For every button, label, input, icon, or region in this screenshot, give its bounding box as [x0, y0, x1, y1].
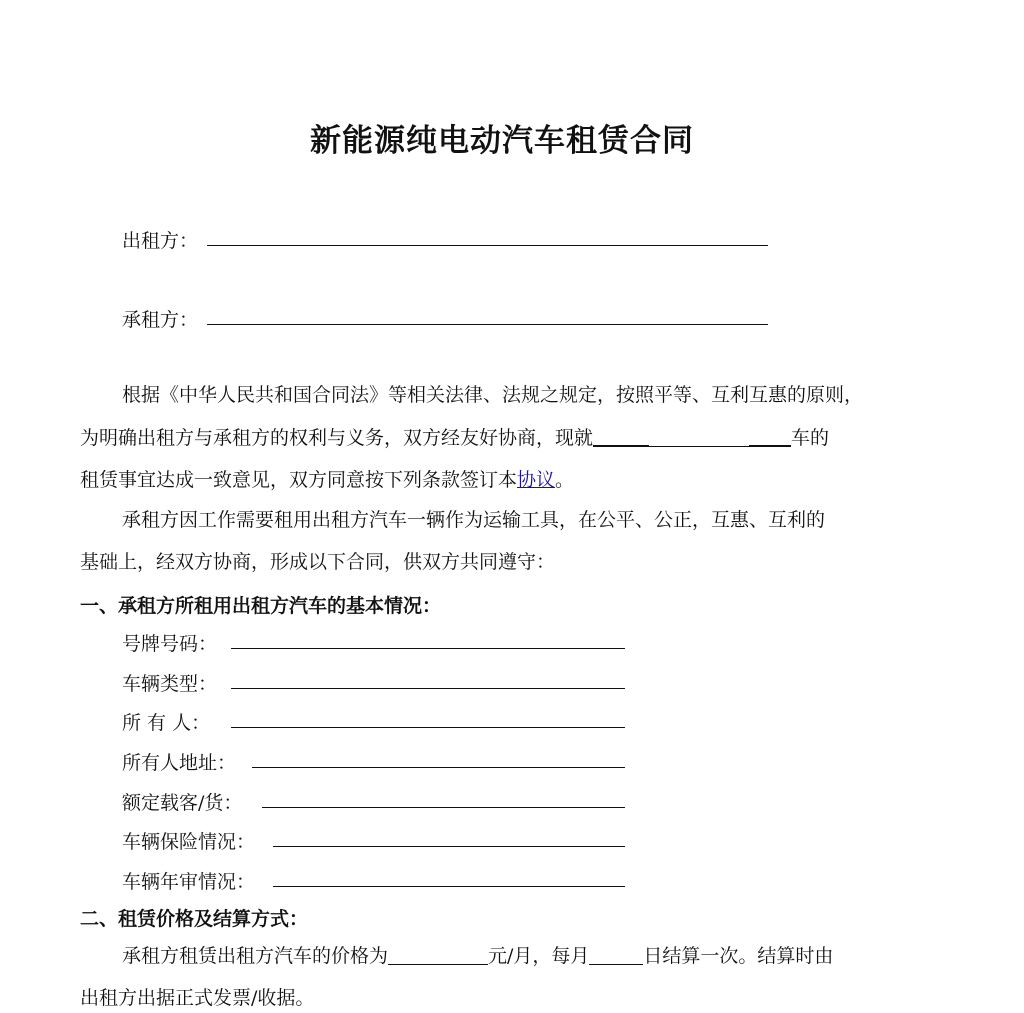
preamble-line-2-text: 为明确出租方与承租方的权利与义务，双方经友好协商，现就 [80, 427, 594, 449]
field-row-owner [122, 708, 210, 735]
section-2-heading: 二、租赁价格及结算方式： [80, 908, 309, 930]
vehicle-type-field[interactable] [231, 668, 625, 689]
price-line [122, 944, 833, 968]
preamble-line-3-text: 租赁事宜达成一致意见，双方同意按下列条款签订本 [80, 469, 518, 491]
car-model-blank-c[interactable] [749, 427, 791, 447]
field-label-owner-address: 所有人地址： [122, 752, 237, 774]
car-model-blank-a[interactable] [593, 427, 649, 447]
field-label-plate: 号牌号码： [122, 633, 218, 655]
section-1-heading: 一、承租方所租用出租方汽车的基本情况： [80, 595, 442, 617]
field-row-insurance [122, 827, 255, 854]
field-label-inspection: 车辆年审情况： [122, 871, 256, 893]
monthly-price-blank[interactable] [388, 946, 488, 965]
field-label-capacity: 额定载客/货： [122, 792, 243, 814]
price-line-text-a: 承租方租赁出租方汽车的价格为 [122, 945, 389, 967]
owner-address-field[interactable] [252, 747, 625, 768]
invoice-line: 出租方出据正式发票/收据。 [80, 987, 315, 1009]
document-title: 新能源纯电动汽车租赁合同 [310, 123, 694, 159]
car-model-blank-b[interactable] [649, 428, 749, 447]
insurance-field[interactable] [273, 826, 625, 847]
lessor-field[interactable] [207, 225, 768, 246]
preamble-line-2-tail: 车的 [791, 427, 830, 449]
preamble-line-4: 承租方因工作需要租用出租方汽车一辆作为运输工具，在公平、公正，互惠、互利的 [122, 509, 826, 531]
field-row-type [122, 669, 217, 696]
price-line-text-b: 元/月，每月 [488, 945, 590, 967]
field-label-type: 车辆类型： [122, 673, 218, 695]
preamble-line-5: 基础上，经双方协商，形成以下合同，供双方共同遵守： [80, 551, 556, 573]
preamble-line-3-tail: 。 [555, 469, 575, 491]
lessee-label: 承租方： [122, 309, 199, 331]
price-line-text-c: 日结算一次。结算时由 [643, 945, 834, 967]
capacity-field[interactable] [262, 787, 625, 808]
field-row-inspection [122, 867, 255, 894]
field-label-owner: 所 有 人： [122, 712, 211, 734]
field-row-plate [122, 629, 217, 656]
settlement-day-blank[interactable] [589, 946, 643, 965]
preamble-line-2 [80, 426, 829, 450]
lessor-label: 出租方： [122, 230, 199, 252]
preamble-line-1: 根据《中华人民共和国合同法》等相关法律、法规之规定，按照平等、互利互惠的原则， [122, 384, 864, 406]
field-label-insurance: 车辆保险情况： [122, 831, 256, 853]
owner-field[interactable] [231, 707, 625, 728]
preamble-line-3 [80, 468, 574, 492]
annual-inspection-field[interactable] [273, 866, 625, 887]
agreement-link[interactable]: 协议 [517, 469, 556, 491]
plate-number-field[interactable] [231, 628, 625, 649]
field-row-capacity [122, 788, 242, 815]
field-row-owner-address [122, 748, 236, 775]
lessee-field[interactable] [207, 304, 768, 325]
